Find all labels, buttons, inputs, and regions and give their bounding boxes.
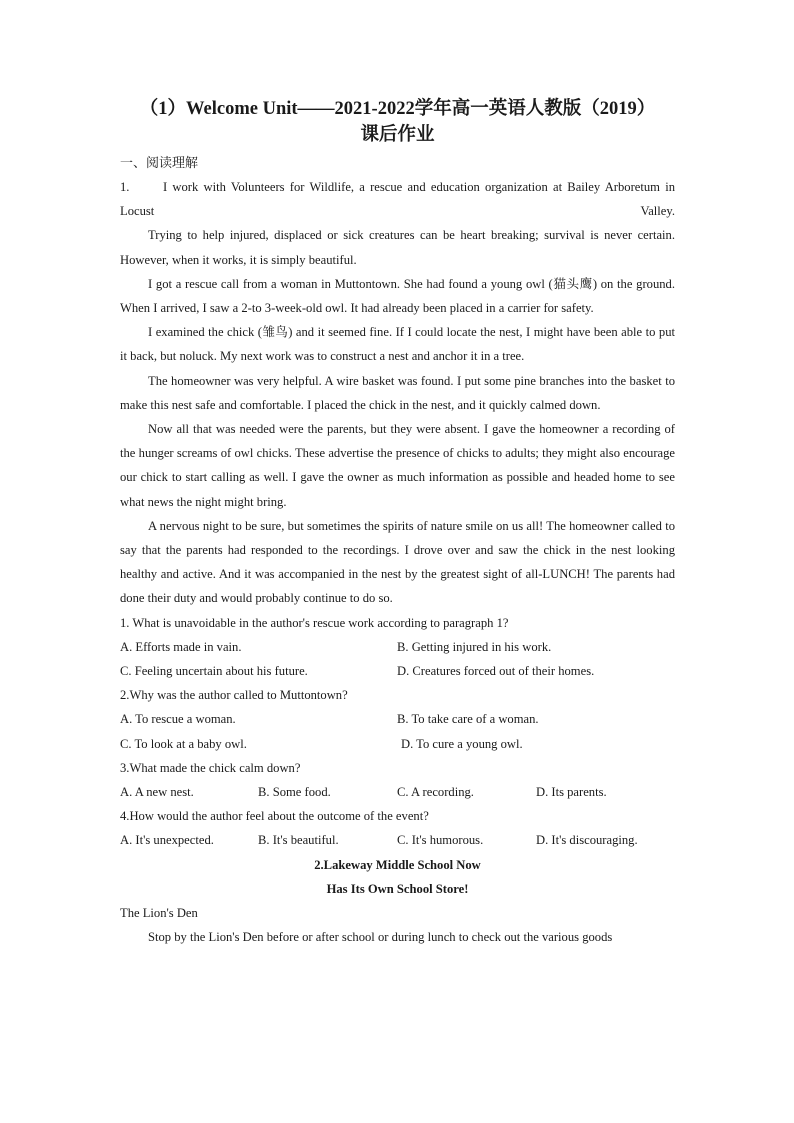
passage-paragraph: The homeowner was very helpful. A wire basket was found. I put some pine branches into the basket to make this nest safe and comfortable. I placed the chick in the nest, and it quickly calmed down.: [120, 373, 675, 412]
option-a: A. Efforts made in vain.: [120, 639, 242, 654]
section-label: 一、阅读理解: [120, 155, 199, 170]
option-c: C. Feeling uncertain about his future.: [120, 664, 308, 679]
passage-paragraph: I got a rescue call from a woman in Muttontown. She had found a young owl (猫头鹰) on the ground. When I arrived, I saw a 2-to 3-week-old owl. It had already been placed in a carrier for safety.: [120, 276, 675, 316]
passage-heading: 2.Lakeway Middle School Now: [314, 857, 481, 872]
question-options: [120, 828, 675, 852]
question-options: [120, 780, 675, 804]
question-options: [120, 635, 675, 683]
passage-number: 1.: [120, 180, 130, 194]
option-c: C. A recording.: [397, 785, 474, 800]
passage-1: [120, 175, 675, 611]
question-stem: 2.Why was the author called to Muttontown?: [120, 688, 348, 703]
option-a: A. A new nest.: [120, 785, 194, 800]
option-a: A. It's unexpected.: [120, 833, 214, 848]
option-b: B. It's beautiful.: [258, 833, 339, 848]
store-name: The Lion's Den: [120, 906, 198, 921]
option-d: D. It's discouraging.: [536, 833, 638, 848]
option-a: A. To rescue a woman.: [120, 712, 236, 727]
passage-paragraph: I examined the chick (雏鸟) and it seemed fine. If I could locate the nest, I might have been able to put it back, but noluck. My next work was to construct a nest and anchor it in a tree.: [120, 325, 675, 364]
question-options: [120, 707, 675, 755]
question-stem: 3.What made the chick calm down?: [120, 760, 301, 775]
passage-paragraph: Now all that was needed were the parents, but they were absent. I gave the homeowner a recording of the hunger screams of owl chicks. These advertise the presence of chicks to adults; they might also encourage our chick to start calling as well. I gave the owner as much information as possible and headed home to see what news the night might bring.: [120, 422, 675, 509]
document-page: [120, 96, 675, 950]
option-b: B. Some food.: [258, 785, 331, 800]
passage-paragraph: A nervous night to be sure, but sometimes the spirits of nature smile on us all! The homeowner called to say that the parents had responded to the recordings. I drove over and saw the chick in the nest looking healthy and active. And it was accompanied in the nest by the greatest sight of all-LUNCH! The parents had done their duty and would probably continue to do so.: [120, 518, 675, 606]
question-stem: 4.How would the author feel about the outcome of the event?: [120, 809, 429, 824]
option-b: B. To take care of a woman.: [397, 712, 539, 727]
passage-paragraph: 1. I work with Volunteers for Wildlife, a rescue and education organization at Bailey Arboretum in Locust Valley.: [120, 175, 675, 223]
question-4: [120, 804, 675, 852]
option-d: D. Its parents.: [536, 785, 607, 800]
question-stem: 1. What is unavoidable in the author's rescue work according to paragraph 1?: [120, 615, 509, 630]
passage-paragraph: Trying to help injured, displaced or sick creatures can be heart breaking; survival is never certain. However, when it works, it is simply beautiful.: [120, 228, 675, 267]
passage-paragraph: Stop by the Lion's Den before or after school or during lunch to check out the various goods: [148, 930, 613, 945]
question-1: [120, 611, 675, 684]
passage-2: [120, 853, 675, 950]
option-c: C. To look at a baby owl.: [120, 736, 247, 751]
option-c: C. It's humorous.: [397, 833, 484, 848]
option-d: D. To cure a young owl.: [401, 736, 523, 751]
question-2: [120, 683, 675, 756]
document-title: （1）Welcome Unit——2021-2022学年高一英语人教版（2019）: [139, 99, 656, 119]
passage-heading-line-2: Has Its Own School Store!: [326, 881, 469, 896]
option-d: D. Creatures forced out of their homes.: [397, 664, 595, 679]
question-3: [120, 756, 675, 804]
option-b: B. Getting injured in his work.: [397, 639, 552, 654]
document-subtitle: 课后作业: [360, 125, 435, 145]
